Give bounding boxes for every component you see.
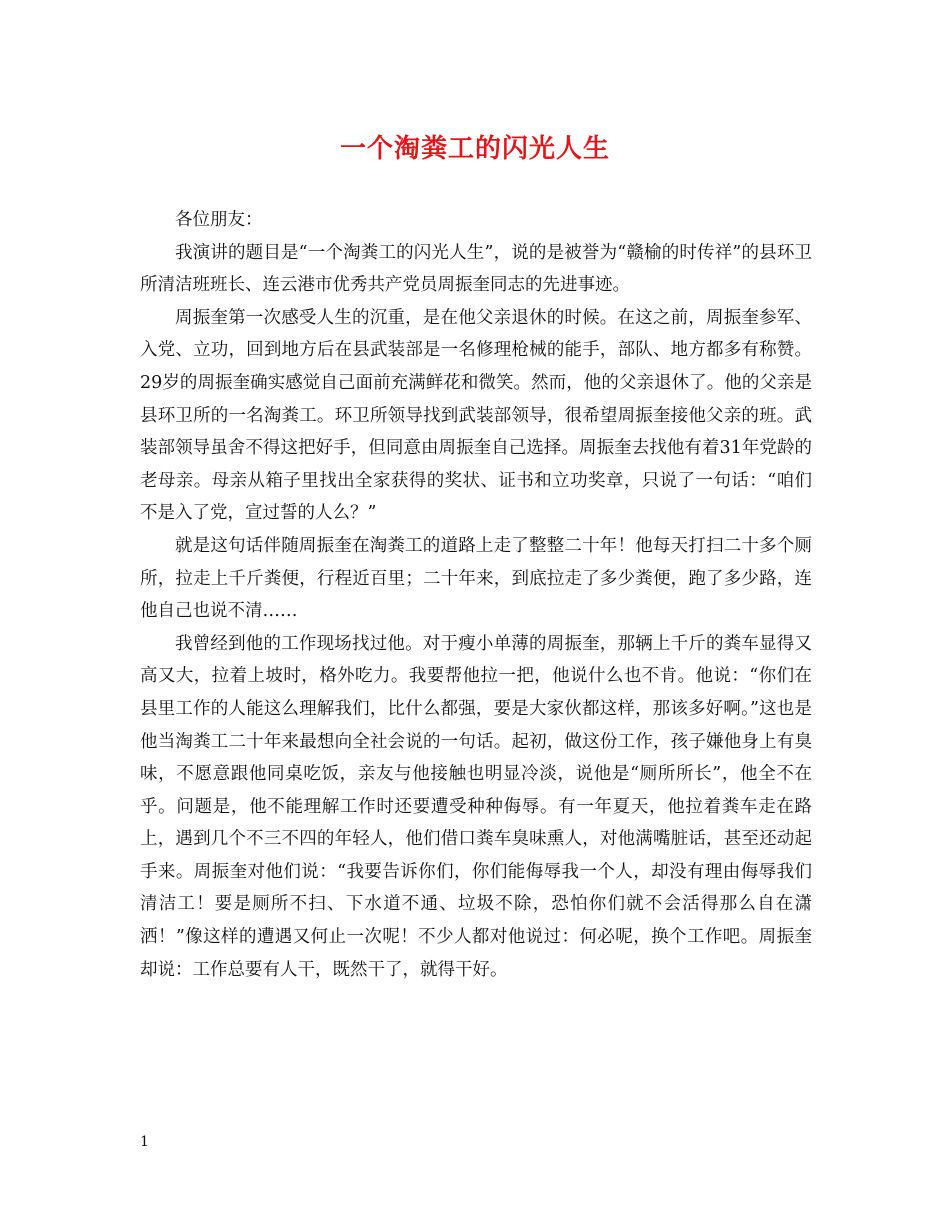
paragraph-twenty-years: 就是这句话伴随周振奎在淘粪工的道路上走了整整二十年！他每天打扫二十多个厕所，拉走上千斤粪便，行程近百里；二十年来，到底拉走了多少粪便，跑了多少路，连他自己也说不清……: [140, 535, 812, 622]
document-body: [140, 204, 812, 986]
paragraph-intro: 我演讲的题目是“一个淘粪工的闪光人生”，说的是被誉为“赣榆的时传祥”的县环卫所清洁班班长、连云港市优秀共产党员周振奎同志的先进事迹。: [140, 242, 812, 296]
paragraph-work-site: 我曾经到他的工作现场找过他。对于瘦小单薄的周振奎，那辆上千斤的粪车显得又高又大，拉着上坡时，格外吃力。我要帮他拉一把，他说什么也不肯。他说：“你们在县里工作的人能这么理解我们，比什么都强，要是大家伙都这样，那该多好啊。”这也是他当淘粪工二十年来最想向全社会说的一句话。起初，做这份工作，孩子嫌他身上有臭味，不愿意跟他同桌吃饭，亲友与他接触也明显冷淡，说他是“厕所所长”，他全不在乎。问题是，他不能理解工作时还要遭受种种侮辱。有一年夏天，他拉着粪车走在路上，遇到几个不三不四的年轻人，他们借口粪车臭味熏人，对他满嘴脏话，甚至还动起手来。周振奎对他们说：“我要告诉你们，你们能侮辱我一个人，却没有理由侮辱我们清洁工！要是厕所不扫、下水道不通、垃圾不除，恐怕你们就不会活得那么自在潇洒！”像这样的遭遇又何止一次呢！不少人都对他说过：何必呢，换个工作吧。周振奎却说：工作总要有人干，既然干了，就得干好。: [140, 633, 812, 980]
page-number: 1: [140, 1134, 149, 1150]
document-title: 一个淘粪工的闪光人生: [339, 134, 610, 164]
paragraph-background: 周振奎第一次感受人生的沉重，是在他父亲退休的时候。在这之前，周振奎参军、入党、立功，回到地方后在县武装部是一名修理枪械的能手，部队、地方都多有称赞。29岁的周振奎确实感觉自己面前充满鲜花和微笑。然而，他的父亲退休了。他的父亲是县环卫所的一名淘粪工。环卫所领导找到武装部领导，很希望周振奎接他父亲的班。武装部领导虽舍不得这把好手，但同意由周振奎自己选择。周振奎去找他有着31年党龄的老母亲。母亲从箱子里找出全家获得的奖状、证书和立功奖章，只说了一句话：“咱们不是入了党，宣过誓的人么？”: [140, 307, 812, 524]
paragraph-greeting: 各位朋友：: [175, 210, 263, 230]
